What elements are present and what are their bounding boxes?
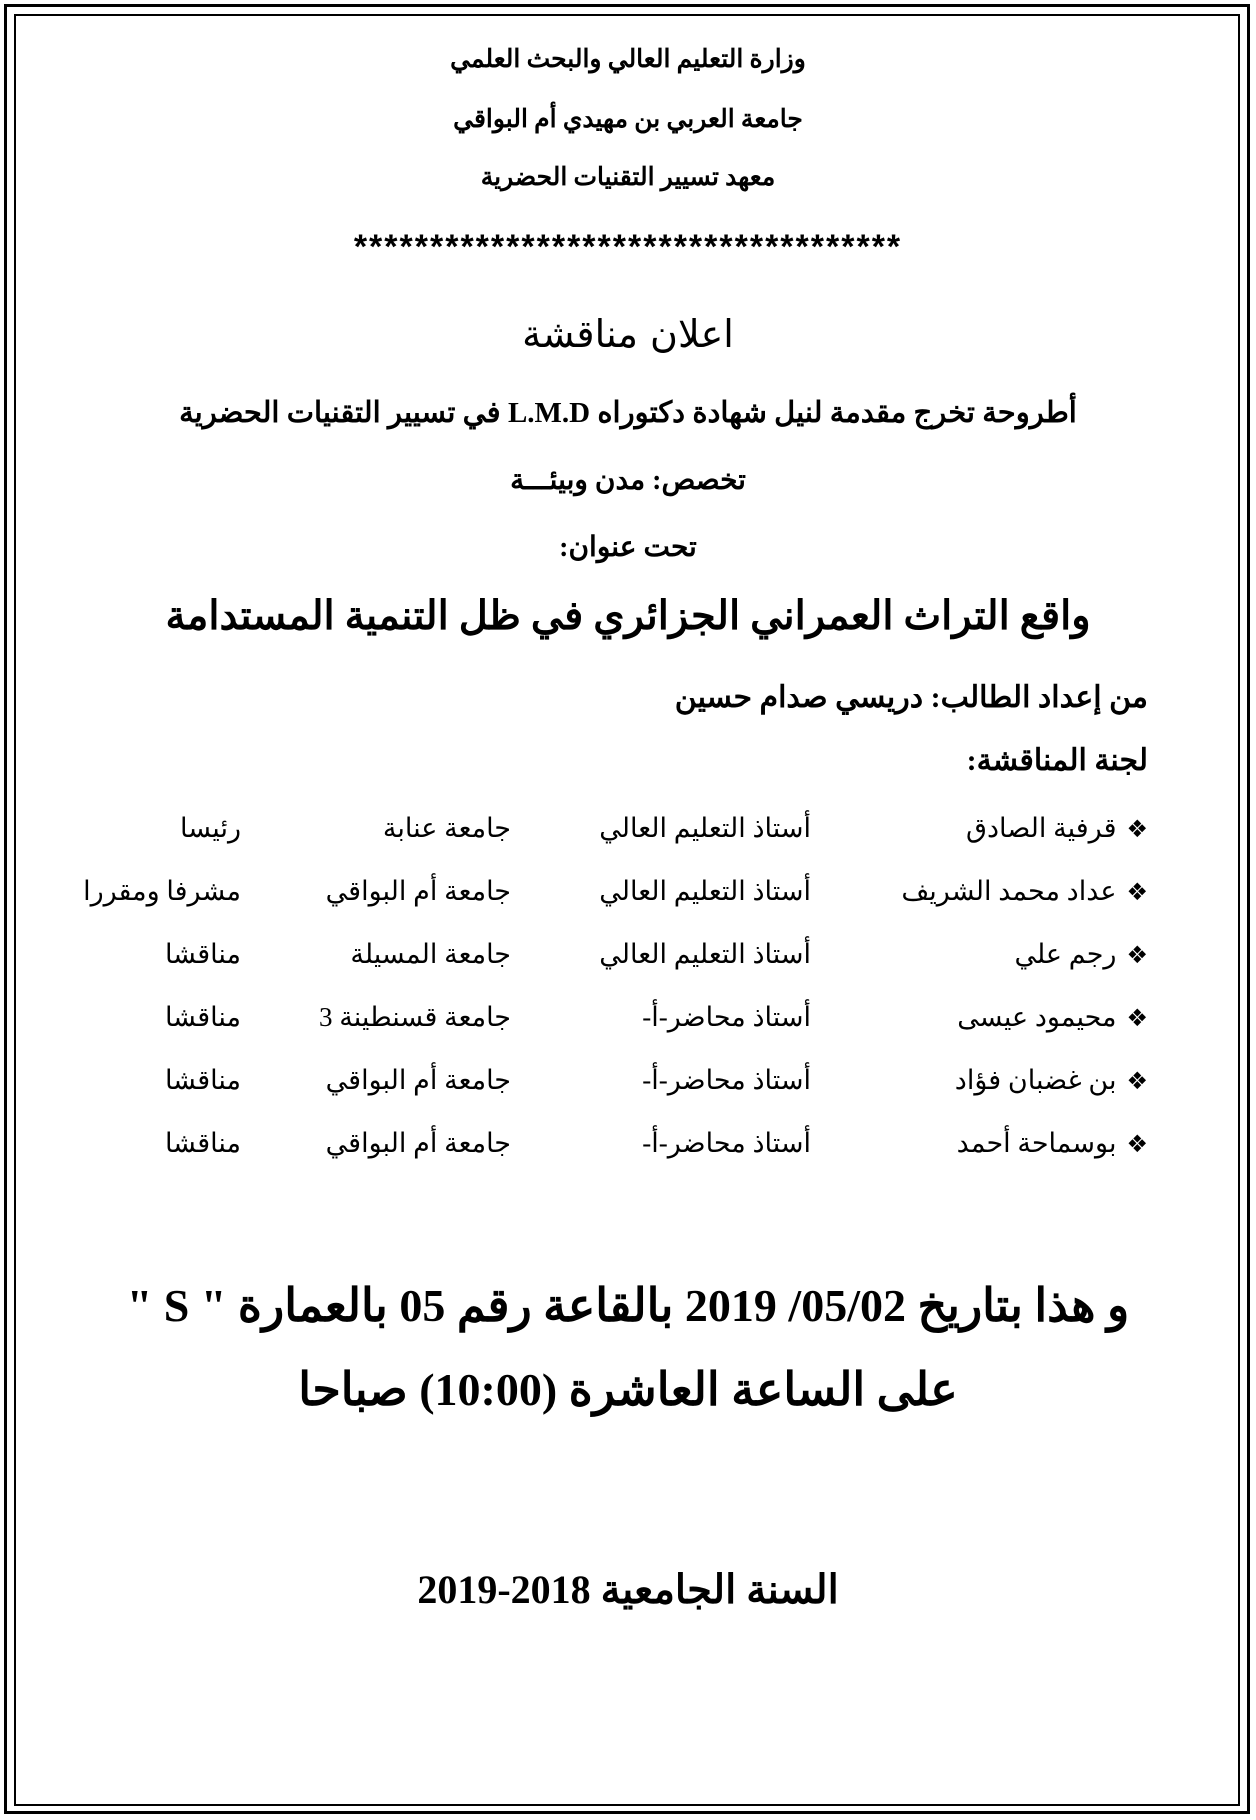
member-role: مشرفا ومقررا bbox=[83, 876, 241, 906]
diamond-bullet-icon: ❖ bbox=[1126, 1130, 1148, 1158]
committee-row bbox=[0, 876, 1256, 916]
institute-heading: معهد تسيير التقنيات الحضرية bbox=[480, 164, 776, 191]
member-name: ❖عداد محمد الشريف bbox=[901, 876, 1148, 906]
member-university: جامعة أم البواقي bbox=[325, 1128, 511, 1158]
member-university: جامعة أم البواقي bbox=[325, 1065, 511, 1095]
committee-row bbox=[0, 1128, 1256, 1168]
university-heading: جامعة العربي بن مهيدي أم البواقي bbox=[453, 106, 803, 133]
specialty-line: تخصص: مدن وبيئـــة bbox=[510, 465, 746, 496]
member-name: ❖بن غضبان فؤاد bbox=[954, 1065, 1148, 1095]
diamond-bullet-icon: ❖ bbox=[1126, 941, 1148, 969]
member-rank: أستاذ محاضر-أ- bbox=[642, 1065, 811, 1095]
member-university: جامعة قسنطينة 3 bbox=[319, 1002, 511, 1032]
defense-time-line: على الساعة العاشرة (10:00) صباحا bbox=[298, 1364, 958, 1415]
member-role: مناقشا bbox=[164, 1002, 241, 1032]
member-rank: أستاذ التعليم العالي bbox=[599, 939, 811, 969]
academic-year: السنة الجامعية 2018-2019 bbox=[417, 1567, 839, 1612]
member-university: جامعة المسيلة bbox=[350, 939, 511, 969]
diamond-bullet-icon: ❖ bbox=[1126, 815, 1148, 843]
announcement-title: اعلان مناقشة bbox=[522, 312, 734, 356]
member-name: ❖رجم علي bbox=[1014, 939, 1148, 969]
defense-date-line: و هذا بتاريخ 05/02/ 2019 بالقاعة رقم 05 بالعمارة " S " bbox=[126, 1280, 1130, 1331]
member-name: ❖محيمود عيسى bbox=[957, 1002, 1148, 1032]
member-university: جامعة أم البواقي bbox=[325, 876, 511, 906]
thesis-title: واقع التراث العمراني الجزائري في ظل التنمية المستدامة bbox=[165, 593, 1091, 638]
star-separator: ************************************ bbox=[353, 228, 903, 266]
member-university: جامعة عنابة bbox=[382, 813, 511, 843]
committee-row bbox=[0, 939, 1256, 979]
member-rank: أستاذ التعليم العالي bbox=[599, 876, 811, 906]
member-rank: أستاذ محاضر-أ- bbox=[642, 1128, 811, 1158]
under-title-label: تحت عنوان: bbox=[559, 532, 697, 563]
diamond-bullet-icon: ❖ bbox=[1126, 878, 1148, 906]
member-name: ❖قرفية الصادق bbox=[966, 813, 1148, 843]
committee-row bbox=[0, 1065, 1256, 1105]
member-rank: أستاذ التعليم العالي bbox=[599, 813, 811, 843]
ministry-heading: وزارة التعليم العالي والبحث العلمي bbox=[450, 46, 806, 73]
diamond-bullet-icon: ❖ bbox=[1126, 1004, 1148, 1032]
committee-row bbox=[0, 813, 1256, 853]
member-role: مناقشا bbox=[164, 1128, 241, 1158]
committee-row bbox=[0, 1002, 1256, 1042]
member-rank: أستاذ محاضر-أ- bbox=[642, 1002, 811, 1032]
prepared-by-line: من إعداد الطالب: دريسي صدام حسين bbox=[674, 681, 1148, 714]
member-name: ❖بوسماحة أحمد bbox=[956, 1128, 1148, 1158]
member-role: مناقشا bbox=[164, 939, 241, 969]
diamond-bullet-icon: ❖ bbox=[1126, 1067, 1148, 1095]
member-role: مناقشا bbox=[164, 1065, 241, 1095]
thesis-degree-line: أطروحة تخرج مقدمة لنيل شهادة دكتوراه L.M.D في تسيير التقنيات الحضرية bbox=[179, 397, 1077, 429]
member-role: رئيسا bbox=[179, 813, 241, 843]
committee-label: لجنة المناقشة: bbox=[966, 744, 1148, 777]
